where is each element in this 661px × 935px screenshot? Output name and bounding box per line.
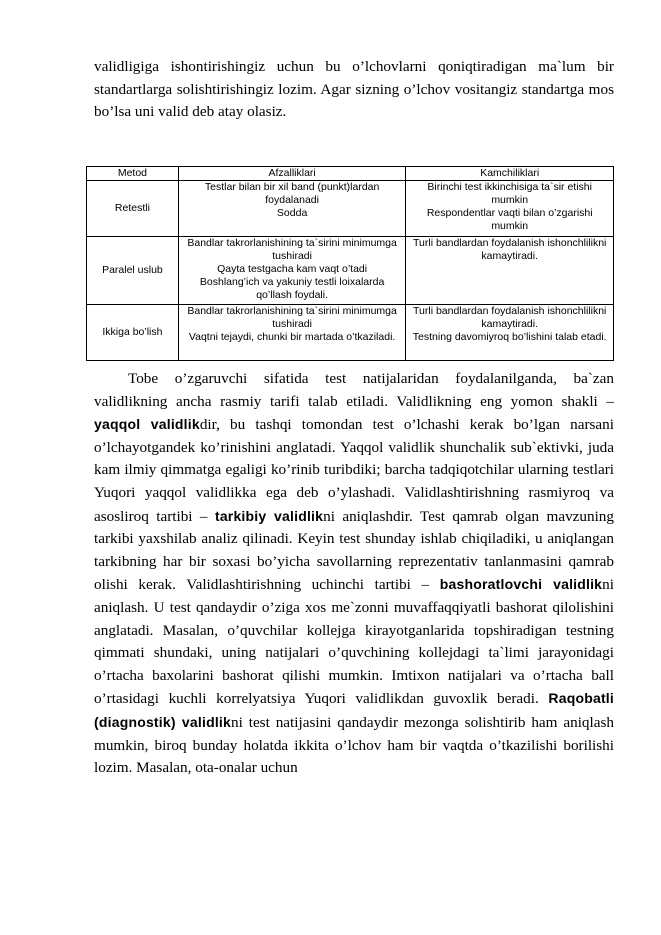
header-disadvantages: Kamchiliklari bbox=[406, 167, 614, 181]
advantage-item: Bandlar takrorlanishining ta`sirini minimumga tushiradi bbox=[187, 305, 397, 330]
disadvantage-item: Respondentlar vaqti bilan o’zgarishi mumkin bbox=[426, 207, 593, 232]
method-cell: Paralel uslub bbox=[87, 237, 179, 305]
intro-text: validligiga ishontirishingiz uchun bu o’lchovlarni qoniqtiradigan ma`lum bir standartlarga solishtirishingiz lozim. Agar sizning o’lchov vositangiz standartga mos bo’lsa uni valid deb atay olasiz. bbox=[94, 58, 614, 121]
advantage-item: Sodda bbox=[276, 207, 308, 219]
disadvantages-cell bbox=[406, 305, 614, 361]
body-text-segment: ni aniqlashdir. Test qamrab olgan mavzuning tarkibi yaxshilab analiz qilinadi. Keyin test shunday ishlab chiqiladiki, u aniqlangan tarkibning har bir soxasi bo’yicha savollarning reprezentativ tanlanmasini qamrab olishi kerak. Validlashtirishning uchinchi tartibi – bbox=[94, 507, 614, 594]
header-method: Metod bbox=[87, 167, 179, 181]
disadvantage-item: Birinchi test ikkinchisiga ta`sir etishi mumkin bbox=[427, 181, 592, 206]
body-text-segment: dir, bu tashqi tomondan test o’lchashi kerak bo’lgan narsani o’lchayotgandek ko’rinishini anglatadi. Yaqqol validlik shunchalik sub`ektivki, juda kam ilmiy qimmatga egaligi ko’rinib turibdiki; barcha tadqiqotchilar ularning testlari Yuqori yaqqol validlikka ega deb o’ylashadi. Validlashtirishning rasmiyroq va asosliroq tartibi – bbox=[94, 416, 614, 525]
disadvantage-item: Turli bandlardan foydalanish ishonchlilikni kamaytiradi. bbox=[413, 305, 607, 330]
body-text-segment: ni test natijasini qandaydir mezonga solishtirib ham aniqlash mumkin, biroq bunday holatda ikkita o’lchov ham bir vaqtda o’tkazilishi borilishi lozim. Masalan, ota-onalar uchun bbox=[94, 713, 614, 777]
advantage-item: Testlar bilan bir xil band (punkt)lardan foydalanadi bbox=[204, 181, 380, 206]
advantage-item: Vaqtni tejaydi, chunki bir martada o’tkaziladi. bbox=[188, 331, 396, 343]
table-row bbox=[87, 181, 614, 237]
body-text-segment: Tobe o’zgaruvchi sifatida test natijalaridan foydalanilganda, ba`zan validlikning ancha rasmiy tarifi talab etiladi. Validlikning eng yomon shakli – bbox=[94, 370, 614, 410]
body-text-segment: ni aniqlash. U test qandaydir o’ziga xos me`zonni muvaffaqqiyatli bashorat qilolishini anglatadi. Masalan, o’quvchilar kollejga kirayotganlarida topshiradigan testning qimmati shundaki, uning natijalari o’quvchining kollejdagi ta`limi jarayonidagi o’rtacha baxolarini bashorat qilishi mumkin. Imtixon natijalari va o’rtacha ball o’rtasidagi kuchli korrelyatsiya Yuqori validlikdan guvoxlik beradi. bbox=[94, 576, 614, 708]
disadvantages-cell bbox=[406, 237, 614, 305]
body-text bbox=[94, 368, 614, 780]
method-cell: Retestli bbox=[87, 181, 179, 237]
disadvantage-item: Testning davomiyroq bo’lishini talab etadi. bbox=[412, 331, 607, 343]
term-face-validity: yaqqol validlik bbox=[94, 416, 200, 433]
advantage-item: Boshlang’ich va yakuniy testli loixalarda qo’llash foydali. bbox=[199, 276, 385, 301]
table-row bbox=[87, 237, 614, 305]
advantages-cell bbox=[178, 181, 406, 237]
advantage-item: Qayta testgacha kam vaqt o’tadi bbox=[217, 263, 368, 275]
disadvantage-item: Turli bandlardan foydalanish ishonchlilikni kamaytiradi. bbox=[413, 237, 607, 262]
header-advantages: Afzalliklari bbox=[178, 167, 406, 181]
table-header-row bbox=[87, 167, 614, 181]
advantage-item: Bandlar takrorlanishining ta`sirini minimumga tushiradi bbox=[187, 237, 397, 262]
methods-comparison-table bbox=[86, 166, 614, 361]
body-paragraph bbox=[94, 368, 614, 780]
term-content-validity: tarkibiy validlik bbox=[214, 507, 324, 524]
disadvantages-cell bbox=[406, 181, 614, 237]
table-row bbox=[87, 305, 614, 361]
intro-paragraph bbox=[94, 56, 614, 124]
method-cell: Ikkiga bo’lish bbox=[87, 305, 179, 361]
term-predictive-validity: bashoratlovchi validlik bbox=[439, 576, 603, 593]
advantages-cell bbox=[178, 305, 406, 361]
advantages-cell bbox=[178, 237, 406, 305]
term-concurrent-validity: Raqobatli (diagnostik) validlik bbox=[94, 690, 614, 730]
